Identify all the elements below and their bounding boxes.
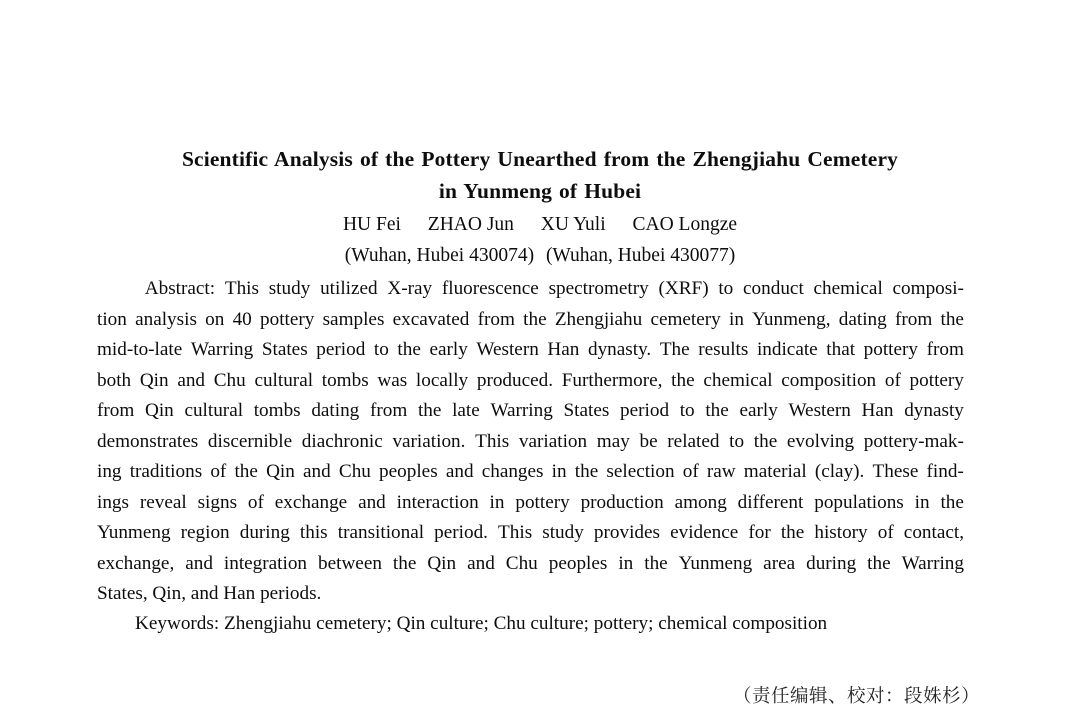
page-title (120, 143, 960, 207)
abstract-block (97, 274, 964, 610)
word: be (639, 430, 658, 452)
word: composi- (892, 278, 964, 299)
word: fluorescence (441, 278, 539, 299)
word: Chu (505, 552, 538, 574)
word: and (445, 461, 474, 482)
word: locally (415, 369, 469, 391)
affiliation-list (120, 241, 960, 272)
keywords-block (97, 609, 964, 640)
word: dating (311, 400, 360, 421)
word: cemetery (650, 308, 721, 330)
word: Qin (427, 552, 457, 574)
word: dynasty. (587, 339, 652, 360)
word: tion (97, 308, 127, 330)
word: history (814, 522, 868, 543)
word: from (97, 400, 135, 421)
word: evidence (670, 522, 739, 543)
word: in (618, 552, 634, 574)
line-indent (97, 274, 135, 305)
abstract-line (97, 305, 964, 336)
word: This (224, 278, 259, 299)
author-2: ZHAO Jun (427, 214, 514, 235)
word: both (97, 369, 132, 391)
word: Han (861, 400, 894, 421)
word: on (205, 308, 225, 330)
word: in (489, 491, 505, 513)
word: among (674, 491, 727, 513)
word: produced. (476, 369, 554, 391)
word: for (748, 522, 771, 543)
word: chemical (703, 369, 773, 391)
word: excavated (392, 308, 470, 330)
word: the (867, 552, 891, 574)
word: the (397, 339, 421, 360)
abstract-line (97, 396, 964, 427)
word: Chu (338, 461, 371, 482)
word: Chu (213, 369, 246, 391)
word: early (429, 339, 468, 360)
word: may (596, 430, 630, 452)
word: Qin (144, 400, 174, 421)
word: the (523, 308, 547, 330)
word: variation (518, 430, 588, 452)
word: States (563, 400, 610, 421)
word: results (698, 339, 749, 360)
affiliation-2: (Wuhan, Hubei 430077) (545, 245, 736, 266)
abstract-line (97, 549, 964, 580)
word: to (373, 339, 389, 360)
word: transitional (337, 522, 425, 543)
word: utilized (320, 278, 378, 299)
word: ing (97, 461, 122, 482)
word: between (318, 552, 382, 574)
word: period. (434, 522, 488, 543)
author-3: XU Yuli (540, 214, 606, 235)
word: conduct (743, 278, 804, 299)
word: late (452, 400, 480, 421)
word: 40 (232, 308, 252, 330)
word: Yunmeng (678, 552, 753, 574)
word: Yunmeng (97, 522, 171, 543)
word: samples (322, 308, 385, 330)
word: period (620, 400, 670, 421)
word: Qin (266, 461, 295, 482)
keywords-line: Keywords: Zhengjiahu cemetery; Qin culture; Chu culture; pottery; chemical composition (135, 613, 828, 634)
word: discernible (207, 430, 293, 452)
word: tombs (321, 369, 369, 391)
word: and (185, 552, 213, 574)
word: changes (481, 461, 544, 482)
word: contact, (903, 522, 964, 543)
word: These (872, 461, 919, 482)
word: Western (788, 400, 851, 421)
word: Warring (901, 552, 964, 574)
word: pottery-mak- (863, 430, 964, 452)
abstract-line (97, 457, 964, 488)
word: Furthermore, (561, 369, 663, 391)
word: to (718, 278, 734, 299)
word: Abstract: (144, 278, 216, 299)
word: reveal (139, 491, 187, 513)
word: indicate (756, 339, 818, 360)
abstract-line: States, Qin, and Han periods. (97, 583, 322, 604)
word: demonstrates (97, 430, 199, 452)
word: of (682, 461, 699, 482)
word: this (299, 522, 328, 543)
word: This (475, 430, 510, 452)
word: selection (606, 461, 675, 482)
word: signs (197, 491, 238, 513)
word: to (679, 400, 695, 421)
word: the (940, 308, 964, 330)
word: chemical (813, 278, 883, 299)
word: pottery (260, 308, 315, 330)
word: the (940, 491, 964, 513)
word: exchange (274, 491, 348, 513)
word: pottery (909, 369, 964, 391)
word: the (417, 400, 442, 421)
title-line-2: in Yunmeng of Hubei (438, 179, 642, 203)
word: and (303, 461, 331, 482)
word: period (316, 339, 366, 360)
word: early (739, 400, 778, 421)
abstract-line (97, 427, 964, 458)
word: evolving (786, 430, 855, 452)
word: variation. (392, 430, 466, 452)
word: the (753, 430, 778, 452)
word: study (268, 278, 311, 299)
word: diachronic (301, 430, 383, 452)
word: Warring (490, 400, 553, 421)
word: from (926, 339, 964, 360)
word: mid-to-late (97, 339, 183, 360)
abstract-line (97, 366, 964, 397)
word: Western (476, 339, 539, 360)
word: production (580, 491, 664, 513)
word: integration (223, 552, 308, 574)
editor-credit: （责任编辑、校对：段姝杉） (732, 686, 980, 707)
word: provides (593, 522, 661, 543)
author-list (120, 210, 960, 241)
word: the (705, 400, 729, 421)
abstract-line (97, 274, 964, 305)
word: to (729, 430, 745, 452)
word: X-ray (387, 278, 433, 299)
word: the (644, 552, 668, 574)
word: in (729, 308, 744, 330)
word: different (737, 491, 804, 513)
affiliation-1: (Wuhan, Hubei 430074) (344, 245, 535, 266)
word: of (210, 461, 227, 482)
word: material (743, 461, 807, 482)
abstract-line (97, 488, 964, 519)
word: from (477, 308, 515, 330)
word: pottery (515, 491, 570, 513)
word: in (914, 491, 930, 513)
word: and (467, 552, 495, 574)
word: dynasty (904, 400, 964, 421)
word: from (894, 308, 933, 330)
word: of (877, 522, 894, 543)
word: pottery (863, 339, 919, 360)
word: composition (781, 369, 877, 391)
word: peoples (379, 461, 438, 482)
word: and (358, 491, 386, 513)
word: during (239, 522, 290, 543)
word: (clay). (814, 461, 865, 482)
word: and (177, 369, 206, 391)
word: of (884, 369, 901, 391)
word: area (763, 552, 796, 574)
word: peoples (548, 552, 608, 574)
word: region (180, 522, 230, 543)
word: the (234, 461, 258, 482)
word: Warring (190, 339, 254, 360)
word: the (574, 461, 599, 482)
word: traditions (129, 461, 203, 482)
word: cultural (254, 369, 314, 391)
word: find- (926, 461, 964, 482)
word: interaction (396, 491, 479, 513)
word: States (261, 339, 308, 360)
word: Qin (139, 369, 169, 391)
author-4: CAO Longze (632, 214, 738, 235)
word: ings (97, 491, 129, 513)
abstract-line (97, 518, 964, 549)
word: Zhengjiahu (554, 308, 643, 330)
word: exchange, (97, 552, 175, 574)
word: raw (706, 461, 736, 482)
word: Han (547, 339, 580, 360)
title-line-1: Scientific Analysis of the Pottery Unearthed from the Zhengjiahu Cemetery (181, 147, 899, 171)
abstract-line (97, 335, 964, 366)
word: the (780, 522, 805, 543)
word: dating (838, 308, 887, 330)
word: spectrometry (548, 278, 649, 299)
word: from (369, 400, 408, 421)
word: (XRF) (658, 278, 709, 299)
word: analysis (135, 308, 197, 330)
author-1: HU Fei (342, 214, 401, 235)
word: tombs (253, 400, 301, 421)
word: cultural (184, 400, 244, 421)
word: related (667, 430, 720, 452)
word: The (659, 339, 690, 360)
word: populations (814, 491, 904, 513)
word: Yunmeng, (752, 308, 831, 330)
word: study (542, 522, 584, 543)
word: This (498, 522, 533, 543)
word: during (806, 552, 857, 574)
word: was (377, 369, 408, 391)
word: the (392, 552, 417, 574)
word: in (551, 461, 567, 482)
word: the (671, 369, 695, 391)
word: of (247, 491, 264, 513)
word: that (826, 339, 856, 360)
